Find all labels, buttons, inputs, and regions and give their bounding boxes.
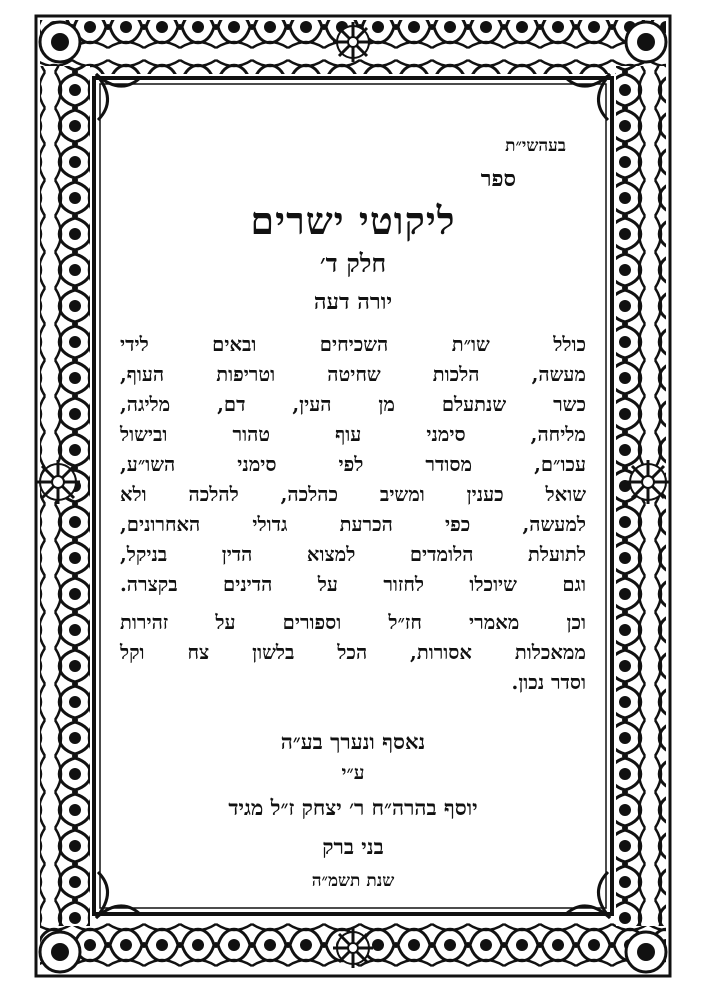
book-label: ספר <box>480 166 516 192</box>
publication-year: שנת תשמ״ה <box>311 871 395 891</box>
publication-place: בני ברק <box>322 834 384 859</box>
description-line: מעשה, הלכות שחיטה וטריפות העוף, <box>120 363 586 386</box>
description-line: כולל שו״ת השכיחים ובאים לידי <box>120 333 586 356</box>
section-label: יורה דעה <box>313 289 393 315</box>
description-line: כשר שנתעלם מן העין, דם, מליגה, <box>120 393 586 416</box>
title-page-content <box>120 130 586 896</box>
description-line: וסדר נכון. <box>511 671 586 694</box>
description-line: למעשה, כפי הכרעת גדולי האחרונים, <box>120 513 586 536</box>
description-line: ממאכלות אסורות, הכל בלשון צח וקל <box>120 641 586 664</box>
description-line: שואל כענין ומשיב כהלכה, להלכה ולא <box>120 483 586 506</box>
book-title: ליקוטי ישרים <box>250 198 456 243</box>
honorific-header: בעהשי״ת <box>505 136 566 156</box>
author-name: יוסף בהרה״ח ר׳ יצחק ז״ל מגיד <box>228 795 478 820</box>
description-line: וגם שיוכלו לחזור על הדינים בקצרה. <box>120 573 586 596</box>
volume-label: חלק ד׳ <box>319 249 387 278</box>
by-label: ע״י <box>341 762 365 784</box>
flower-ornament-left <box>36 460 80 504</box>
description-line: מליחה, סימני עוף טהור ובישול <box>120 423 586 446</box>
flower-ornament-right <box>626 460 670 504</box>
description-line: עכו״ם, מסודר לפי סימני השו״ע, <box>120 453 586 476</box>
additional-description-block <box>120 608 586 698</box>
description-line: וכן מאמרי חז״ל וספורים על זהירות <box>120 611 586 634</box>
description-line: לתועלת הלומדים למצוא הדין בניקל, <box>120 543 586 566</box>
flower-ornament-bottom <box>333 928 373 968</box>
description-block <box>120 330 586 600</box>
flower-ornament-top <box>333 22 373 62</box>
compiled-label: נאסף ונערך בע״ה <box>280 729 426 754</box>
